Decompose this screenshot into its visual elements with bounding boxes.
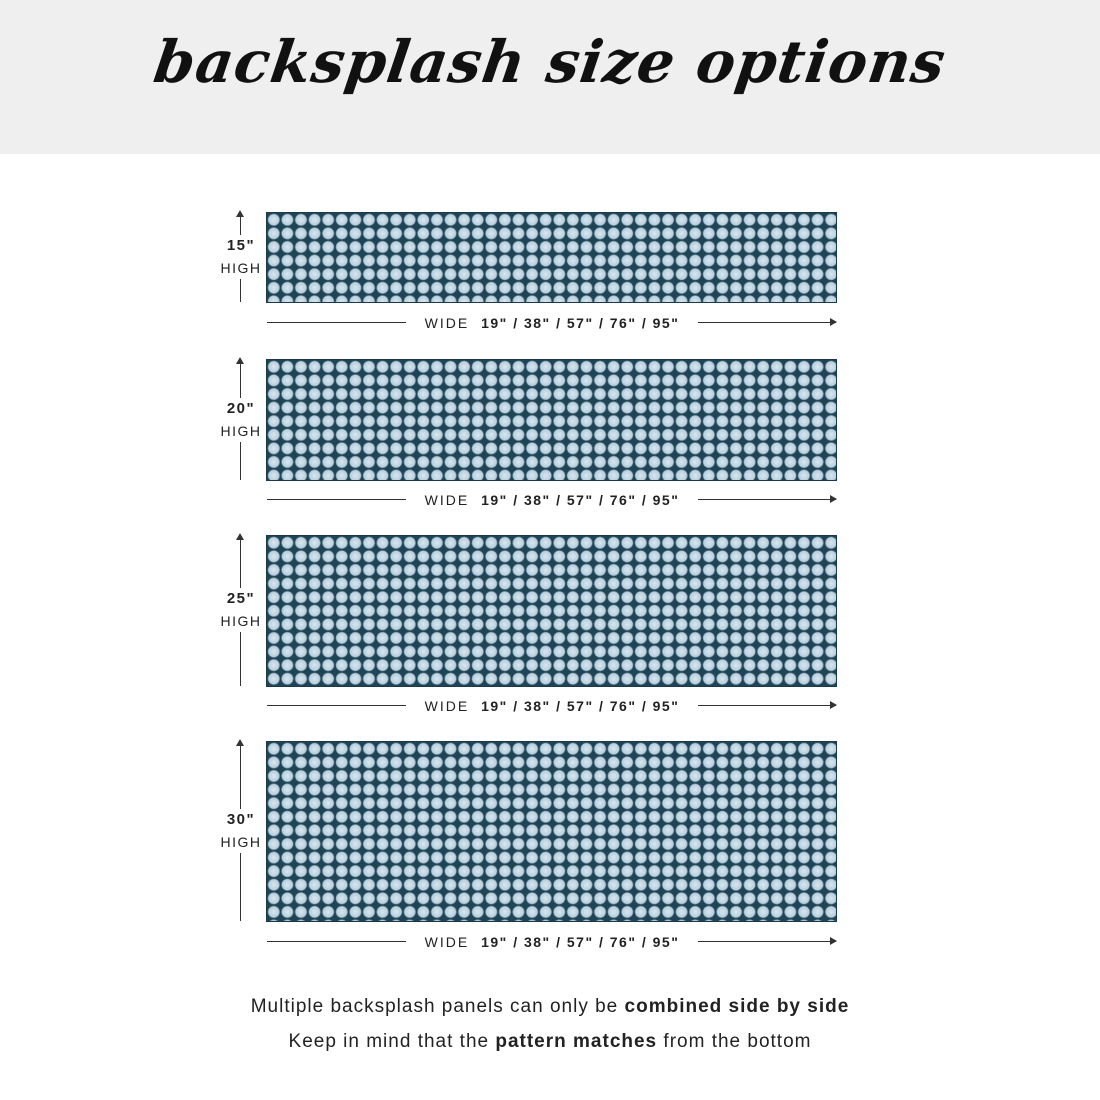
width-word: WIDE: [424, 698, 470, 714]
width-values: 19" / 38" / 57" / 76" / 95": [481, 698, 680, 714]
height-label: [210, 235, 272, 279]
width-word: WIDE: [424, 934, 470, 950]
height-label: [210, 588, 272, 632]
note-pattern-text: Keep in mind that the: [288, 1031, 496, 1052]
page-title: backsplash size options: [149, 28, 951, 96]
right-arrow-icon: [830, 937, 837, 945]
backsplash-panel: [267, 536, 836, 686]
right-arrow-icon: [830, 701, 837, 709]
height-label: [210, 809, 272, 853]
height-value: 20": [226, 400, 256, 417]
width-word: WIDE: [424, 315, 470, 331]
header-banner: [0, 0, 1100, 154]
height-value: 30": [226, 811, 256, 828]
backsplash-panel: [267, 360, 836, 480]
note-combine: [0, 996, 1100, 1018]
height-label: [210, 398, 272, 442]
note-pattern-suffix: from the bottom: [657, 1031, 812, 1052]
note-pattern: [0, 1031, 1100, 1053]
height-word: HIGH: [220, 423, 262, 439]
note-combine-text: Multiple backsplash panels can only be: [250, 996, 625, 1017]
width-values: 19" / 38" / 57" / 76" / 95": [481, 492, 680, 508]
width-label: [406, 489, 698, 511]
height-value: 15": [226, 237, 256, 254]
width-word: WIDE: [424, 492, 470, 508]
width-values: 19" / 38" / 57" / 76" / 95": [481, 934, 680, 950]
width-label: [406, 312, 698, 334]
width-label: [406, 695, 698, 717]
right-arrow-icon: [830, 495, 837, 503]
height-word: HIGH: [220, 834, 262, 850]
height-word: HIGH: [220, 613, 262, 629]
backsplash-panel: [267, 742, 836, 921]
right-arrow-icon: [830, 318, 837, 326]
height-word: HIGH: [220, 260, 262, 276]
note-pattern-emphasis: pattern matches: [495, 1031, 658, 1052]
note-combine-emphasis: combined side by side: [624, 996, 850, 1017]
width-values: 19" / 38" / 57" / 76" / 95": [481, 315, 680, 331]
height-value: 25": [226, 590, 256, 607]
width-label: [406, 931, 698, 953]
backsplash-panel: [267, 213, 836, 302]
